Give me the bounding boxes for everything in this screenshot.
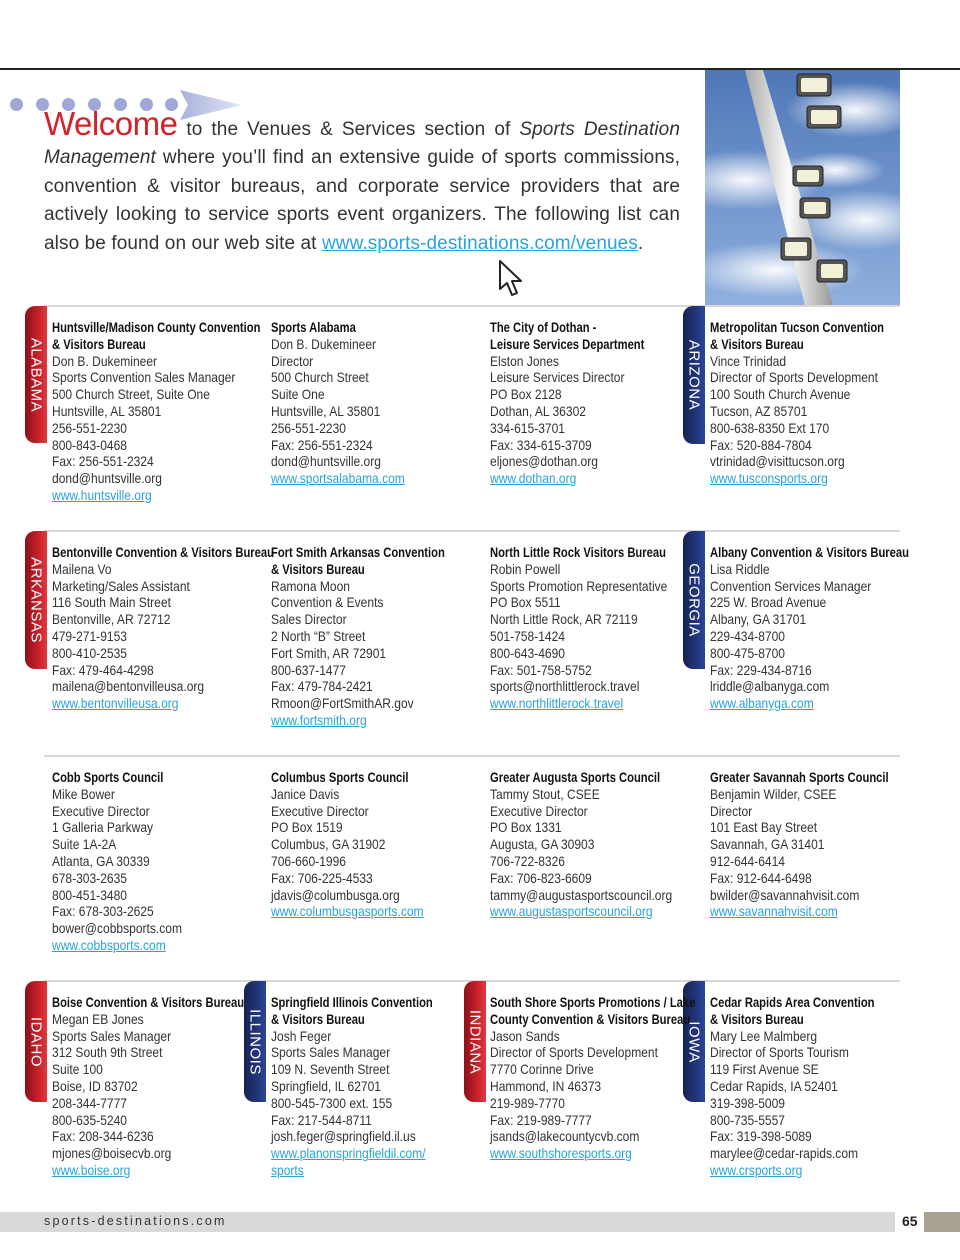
- listing-card: [52, 769, 264, 954]
- listing-card: [271, 319, 483, 487]
- listing-card: [271, 769, 483, 920]
- website-link[interactable]: www.augustasportscouncil.org: [490, 903, 653, 920]
- listing-line: Fax: 501-758-5752: [490, 661, 592, 678]
- listing-line: 208-344-7777: [52, 1094, 127, 1111]
- listing-line: bower@cobbsports.com: [52, 920, 183, 937]
- org-name: & Visitors Bureau: [271, 1010, 365, 1027]
- listing-line: Albany, GA 31701: [710, 611, 807, 628]
- listing-line: 479-271-9153: [52, 627, 127, 644]
- listing-card: [710, 544, 922, 712]
- welcome-heading: Welcome: [44, 105, 178, 142]
- listing-line: 706-722-8326: [490, 852, 565, 869]
- listing-line: Huntsville, AL 35801: [52, 402, 162, 419]
- listing-line: 500 Church Street, Suite One: [52, 386, 210, 403]
- listing-line: 800-475-8700: [710, 644, 785, 661]
- listing-line: Sales Director: [271, 611, 347, 628]
- org-name: The City of Dothan -: [490, 319, 597, 335]
- listing-card: [271, 544, 483, 729]
- listing-line: vtrinidad@visittucson.org: [710, 453, 845, 470]
- state-tab-arkansas: ARKANSAS: [25, 531, 47, 669]
- listing-card: [710, 319, 922, 487]
- website-link[interactable]: www.sportsalabama.com: [271, 470, 405, 487]
- org-name: & Visitors Bureau: [271, 560, 365, 577]
- listing-line: Bentonville, AR 72712: [52, 611, 171, 628]
- mouse-pointer-icon: [498, 259, 524, 299]
- listing-line: 225 W. Broad Avenue: [710, 594, 827, 611]
- listing-line: bwilder@savannahvisit.com: [710, 886, 860, 903]
- listing-line: Fax: 479-464-4298: [52, 661, 154, 678]
- listing-line: 219-989-7770: [490, 1094, 565, 1111]
- listing-line: 800-638-8350 Ext 170: [710, 419, 830, 436]
- website-link[interactable]: www.savannahvisit.com: [710, 903, 838, 920]
- listing-line: Fax: 334-615-3709: [490, 436, 592, 453]
- state-tab-illinois: ILLINOIS: [244, 981, 266, 1102]
- listing-line: Huntsville, AL 35801: [271, 402, 381, 419]
- listing-line: Fort Smith, AR 72901: [271, 644, 387, 661]
- listing-line: Fax: 217-544-8711: [271, 1111, 372, 1128]
- listing-line: Executive Director: [52, 802, 150, 819]
- listing-line: Director of Sports Development: [710, 369, 878, 386]
- listing-line: 119 First Avenue SE: [710, 1061, 819, 1078]
- listing-line: Hammond, IN 46373: [490, 1077, 602, 1094]
- listing-line: Fax: 706-823-6609: [490, 869, 592, 886]
- listing-line: Executive Director: [271, 802, 369, 819]
- listing-line: 912-644-6414: [710, 852, 785, 869]
- org-name: & Visitors Bureau: [52, 335, 146, 352]
- listing-line: 229-434-8700: [710, 627, 785, 644]
- listing-line: Fax: 319-398-5089: [710, 1128, 812, 1145]
- listing-line: Tucson, AZ 85701: [710, 402, 808, 419]
- listing-line: 100 South Church Avenue: [710, 386, 851, 403]
- listing-line: marylee@cedar-rapids.com: [710, 1145, 859, 1162]
- listing-line: Columbus, GA 31902: [271, 836, 386, 853]
- listing-line: 800-451-3480: [52, 886, 127, 903]
- website-link[interactable]: www.albanyga.com: [710, 695, 814, 712]
- listing-line: 501-758-1424: [490, 627, 565, 644]
- listing-line: 109 N. Seventh Street: [271, 1061, 390, 1078]
- listing-line: PO Box 1331: [490, 819, 562, 836]
- listing-line: Elston Jones: [490, 352, 559, 369]
- org-name: North Little Rock Visitors Bureau: [490, 544, 666, 560]
- state-tab-alabama: ALABAMA: [25, 306, 47, 443]
- listing-line: 500 Church Street: [271, 369, 369, 386]
- listing-line: 800-735-5557: [710, 1111, 785, 1128]
- listing-line: Dothan, AL 36302: [490, 402, 586, 419]
- intro-period: .: [637, 232, 644, 254]
- listing-line: Fax: 678-303-2625: [52, 903, 154, 920]
- listing-line: 678-303-2635: [52, 869, 127, 886]
- listing-line: Director of Sports Tourism: [710, 1044, 849, 1061]
- listing-line: Boise, ID 83702: [52, 1077, 138, 1094]
- stadium-lights-photo: [705, 70, 900, 305]
- listing-line: Tammy Stout, CSEE: [490, 785, 600, 802]
- listing-line: 319-398-5009: [710, 1094, 785, 1111]
- listing-card: [490, 994, 702, 1162]
- website-link[interactable]: www.crsports.org: [710, 1161, 803, 1178]
- org-name: & Visitors Bureau: [710, 1010, 804, 1027]
- listing-line: jdavis@columbusga.org: [271, 886, 400, 903]
- listing-line: Vince Trinidad: [710, 352, 787, 369]
- state-tab-iowa: IOWA: [683, 981, 705, 1102]
- listing-line: Fax: 706-225-4533: [271, 869, 373, 886]
- state-tab-georgia: GEORGIA: [683, 531, 705, 669]
- org-name: Cobb Sports Council: [52, 769, 164, 785]
- listing-line: 256-551-2230: [271, 419, 346, 436]
- listing-line: Fax: 229-434-8716: [710, 661, 812, 678]
- footer-site: sports-destinations.com: [44, 1214, 227, 1228]
- listing-line: Sports Sales Manager: [52, 1027, 172, 1044]
- listing-line: josh.feger@springfield.il.us: [271, 1128, 416, 1145]
- listing-line: Augusta, GA 30903: [490, 836, 595, 853]
- listing-line: 706-660-1996: [271, 852, 346, 869]
- listing-card: [490, 319, 702, 487]
- website-link[interactable]: www.tusconsports.org: [710, 470, 828, 487]
- listing-line: 312 South 9th Street: [52, 1044, 163, 1061]
- org-name: Sports Alabama: [271, 319, 356, 335]
- listing-line: Mailena Vo: [52, 560, 112, 577]
- org-name: Bentonville Convention & Visitors Bureau: [52, 544, 274, 560]
- row-divider: [44, 305, 900, 307]
- listing-line: Cedar Rapids, IA 52401: [710, 1077, 838, 1094]
- listing-line: Ramona Moon: [271, 577, 350, 594]
- org-name: Greater Savannah Sports Council: [710, 769, 889, 785]
- listing-line: Sports Convention Sales Manager: [52, 369, 236, 386]
- website-link[interactable]: www.fortsmith.org: [271, 711, 367, 728]
- page-edge-block: [924, 1212, 960, 1232]
- website-link[interactable]: www.southshoresports.org: [490, 1145, 632, 1162]
- org-name: Greater Augusta Sports Council: [490, 769, 661, 785]
- listing-line: 800-635-5240: [52, 1111, 127, 1128]
- listing-line: Savannah, GA 31401: [710, 836, 825, 853]
- org-name: South Shore Sports Promotions / Lake: [490, 994, 696, 1010]
- listing-line: Don B. Dukemineer: [52, 352, 158, 369]
- listing-line: 1 Galleria Parkway: [52, 819, 154, 836]
- listing-line: PO Box 2128: [490, 386, 562, 403]
- listing-line: 800-637-1477: [271, 661, 346, 678]
- listing-line: Director: [710, 802, 753, 819]
- listing-line: Suite One: [271, 386, 325, 403]
- listing-line: Fax: 479-784-2421: [271, 678, 373, 695]
- website-link[interactable]: www.dothan.org: [490, 470, 577, 487]
- org-name: Metropolitan Tucson Convention: [710, 319, 885, 335]
- listing-line: PO Box 1519: [271, 819, 343, 836]
- listing-line: Fax: 208-344-6236: [52, 1128, 154, 1145]
- state-tab-idaho: IDAHO: [25, 981, 47, 1102]
- listing-card: [490, 544, 702, 712]
- website-link[interactable]: www.cobbsports.com: [52, 936, 166, 953]
- listing-line: Josh Feger: [271, 1027, 332, 1044]
- listing-line: Lisa Riddle: [710, 560, 770, 577]
- listing-line: Megan EB Jones: [52, 1010, 144, 1027]
- intro-text: to the Venues & Services section of: [177, 119, 520, 140]
- listing-line: Fax: 219-989-7777: [490, 1111, 592, 1128]
- listing-line: Janice Davis: [271, 785, 340, 802]
- venues-link[interactable]: www.sports-destinations.com/venues: [321, 232, 638, 254]
- listing-card: [490, 769, 702, 920]
- listing-card: [271, 994, 483, 1179]
- listing-line: Atlanta, GA 30339: [52, 852, 150, 869]
- website-link[interactable]: sports: [271, 1161, 304, 1178]
- listing-line: 116 South Main Street: [52, 594, 171, 611]
- org-name: & Visitors Bureau: [710, 335, 804, 352]
- website-link[interactable]: www.columbusgasports.com: [271, 903, 424, 920]
- listing-card: [52, 319, 264, 504]
- org-name: Leisure Services Department: [490, 335, 645, 352]
- listing-line: North Little Rock, AR 72119: [490, 611, 638, 628]
- listing-line: tammy@augustasportscouncil.org: [490, 886, 673, 903]
- row-divider: [44, 530, 900, 532]
- website-link[interactable]: www.northlittlerock.travel: [490, 695, 624, 712]
- org-name: Albany Convention & Visitors Bureau: [710, 544, 909, 560]
- listing-line: Leisure Services Director: [490, 369, 625, 386]
- website-link[interactable]: www.boise.org: [52, 1161, 131, 1178]
- listing-line: Don B. Dukemineer: [271, 335, 377, 352]
- website-link[interactable]: www.planonspringfieldil.com/: [271, 1145, 426, 1162]
- org-name: Fort Smith Arkansas Convention: [271, 544, 445, 560]
- listing-card: [52, 544, 274, 712]
- listing-line: Robin Powell: [490, 560, 561, 577]
- magazine-name: Sports Destination Management: [44, 119, 680, 169]
- listing-line: sports@northlittlerock.travel: [490, 678, 640, 695]
- org-name: Columbus Sports Council: [271, 769, 409, 785]
- listing-line: Convention Services Manager: [710, 577, 872, 594]
- listing-line: lriddle@albanyga.com: [710, 678, 830, 695]
- listing-line: mailena@bentonvilleusa.org: [52, 678, 205, 695]
- row-divider: [44, 755, 900, 757]
- listing-line: Fax: 520-884-7804: [710, 436, 812, 453]
- state-tab-indiana: INDIANA: [464, 981, 486, 1102]
- listing-line: 2 North “B” Street: [271, 627, 366, 644]
- listing-line: Sports Promotion Representative: [490, 577, 668, 594]
- website-link[interactable]: www.bentonvilleusa.org: [52, 695, 179, 712]
- listing-card: [710, 994, 922, 1179]
- page-number: 65: [902, 1213, 918, 1229]
- listing-line: Director: [271, 352, 314, 369]
- listing-line: 800-843-0468: [52, 436, 127, 453]
- listing-line: 800-410-2535: [52, 644, 127, 661]
- org-name: County Convention & Visitors Bureau: [490, 1010, 691, 1027]
- listing-card: [52, 994, 264, 1179]
- org-name: Cedar Rapids Area Convention: [710, 994, 875, 1010]
- listing-line: Fax: 256-551-2324: [271, 436, 373, 453]
- listing-line: dond@huntsville.org: [271, 453, 381, 470]
- state-tab-arizona: ARIZONA: [683, 306, 705, 444]
- listing-line: Jason Sands: [490, 1027, 560, 1044]
- intro-paragraph: [44, 105, 680, 258]
- listing-line: dond@huntsville.org: [52, 470, 162, 487]
- listing-line: Mary Lee Malmberg: [710, 1027, 818, 1044]
- listing-line: Rmoon@FortSmithAR.gov: [271, 695, 414, 712]
- listing-line: Convention & Events: [271, 594, 384, 611]
- org-name: Boise Convention & Visitors Bureau: [52, 994, 245, 1010]
- listing-line: Fax: 912-644-6498: [710, 869, 812, 886]
- listing-line: Marketing/Sales Assistant: [52, 577, 190, 594]
- listing-line: Executive Director: [490, 802, 588, 819]
- listing-line: mjones@boisecvb.org: [52, 1145, 172, 1162]
- listing-line: Suite 1A-2A: [52, 836, 117, 853]
- org-name: Huntsville/Madison County Convention: [52, 319, 261, 335]
- listing-line: Fax: 256-551-2324: [52, 453, 154, 470]
- listing-line: PO Box 5511: [490, 594, 561, 611]
- listing-line: Director of Sports Development: [490, 1044, 658, 1061]
- listing-line: Sports Sales Manager: [271, 1044, 391, 1061]
- listing-line: 256-551-2230: [52, 419, 127, 436]
- listing-line: Benjamin Wilder, CSEE: [710, 785, 837, 802]
- org-name: Springfield Illinois Convention: [271, 994, 433, 1010]
- listing-line: eljones@dothan.org: [490, 453, 598, 470]
- listing-line: jsands@lakecountycvb.com: [490, 1128, 640, 1145]
- intro-text-cont: where you’ll find an extensive guide of sports commissions, convention & visitor bureaus, and corporate service providers that are actively looking to service sports event organizers. The following list can also be found on our web site at: [44, 147, 680, 254]
- listing-line: Mike Bower: [52, 785, 115, 802]
- listing-line: 800-643-4690: [490, 644, 565, 661]
- website-link[interactable]: www.huntsville.org: [52, 486, 152, 503]
- listing-card: [710, 769, 922, 920]
- listing-line: Suite 100: [52, 1061, 103, 1078]
- listing-line: 7770 Corinne Drive: [490, 1061, 594, 1078]
- listing-line: 101 East Bay Street: [710, 819, 818, 836]
- listing-line: Springfield, IL 62701: [271, 1077, 382, 1094]
- listing-line: 800-545-7300 ext. 155: [271, 1094, 393, 1111]
- listing-line: 334-615-3701: [490, 419, 565, 436]
